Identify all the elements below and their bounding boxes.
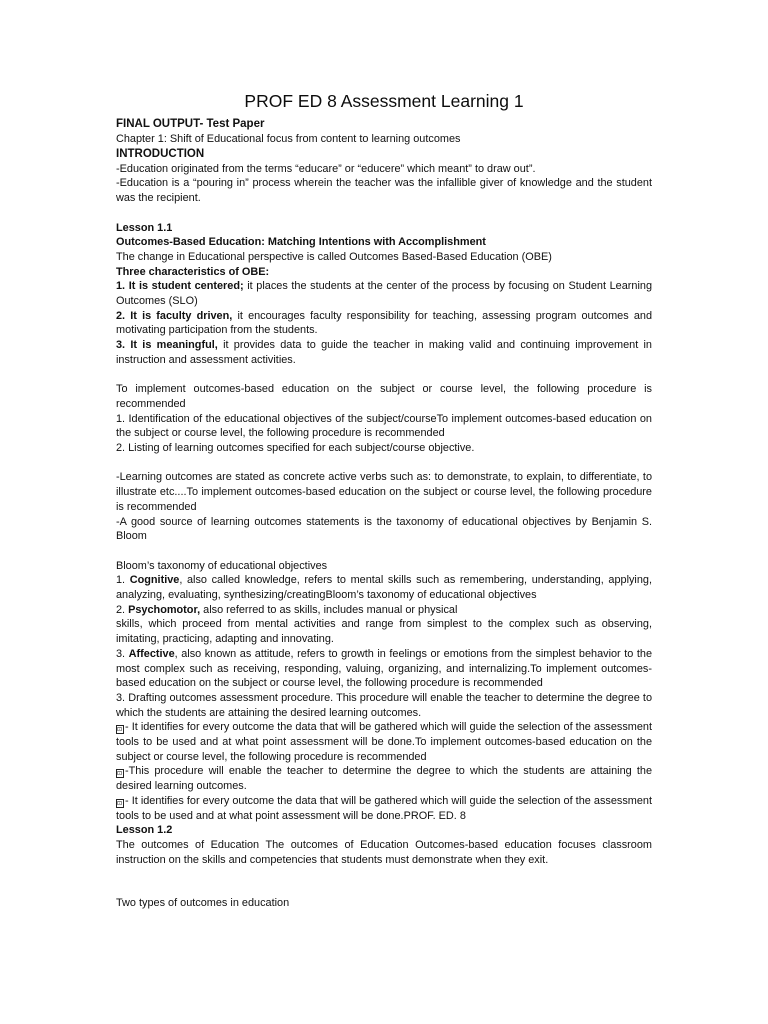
lesson-1-2-paragraph: The outcomes of Education The outcomes of Education Outcomes-based education focuses classroom instruction on the skills and competencies that students must demonstrate when they exit. (116, 838, 652, 866)
bloom-psychomotor-continued: skills, which proceed from mental activities and range from simplest to the complex such as observing, imitating, practicing, adapting and innovating. (116, 618, 652, 646)
procedure-step-3: 3. Drafting outcomes assessment procedure. This procedure will enable the teacher to determine the degree to which the students are attaining the desired learning outcomes. (116, 691, 652, 719)
intro-paragraph-2: -Education is a “pouring in” process wherein the teacher was the infallible giver of knowledge and the student was the recipient. (116, 177, 652, 205)
characteristic-1-text: it places the students at the center of the process by focusing on Student Learning Outcomes (SLO) (116, 280, 652, 308)
procedure-step-2: 2. Listing of learning outcomes specified for each subject/course objective. (116, 442, 475, 455)
procedure-step-1: 1. Identification of the educational objectives of the subject/courseTo implement outcomes-based education on the subject or course level, the following procedure is recommended (116, 412, 652, 440)
implement-intro-paragraph: To implement outcomes-based education on the subject or course level, the following procedure is recommended (116, 383, 652, 410)
bloom-item-affective (116, 647, 652, 691)
lesson-1-1-heading: Lesson 1.1 (116, 221, 173, 234)
lesson-1-2-heading: Lesson 1.2 (116, 824, 173, 837)
characteristic-3-label: 3. It is meaningful, (116, 339, 218, 352)
bullet-symbol-icon: ⊡ (117, 727, 123, 734)
bloom-item-number: 1. (116, 574, 130, 587)
bullet-item-3 (116, 794, 652, 823)
bloom-item-number: 2. (116, 603, 129, 616)
bullet-symbol-icon: ⊡ (117, 771, 123, 778)
bloom-item-psychomotor (116, 603, 652, 618)
characteristic-2-label: 2. It is faculty driven, (116, 309, 233, 322)
good-source-paragraph: -A good source of learning outcomes statements is the taxonomy of educational objectives by Benjamin S. Bloom (116, 515, 652, 543)
characteristic-2-text: it encourages faculty responsibility for teaching, assessing program outcomes and motivating participation from the students. (116, 309, 653, 337)
document-page (116, 90, 652, 911)
intro-paragraph-1: -Education originated from the terms “educare” or “educere” which meant” to draw out”. (116, 162, 536, 175)
lesson-1-1-subheading: Outcomes-Based Education: Matching Intentions with Accomplishment (116, 236, 486, 249)
characteristic-1-label: 1. It is student centered; (116, 280, 244, 293)
characteristic-3 (116, 338, 652, 367)
bloom-item-cognitive (116, 573, 652, 602)
bloom-affective-text: , also known as attitude, refers to growth in feelings or emotions from the simplest behavior to the most complex such as receiving, responding, valuing, organizing, and internalizing.To implement outcomes-based education on the subject or course level, the following procedure is recommended (116, 647, 652, 690)
bloom-affective-label: Affective (128, 647, 175, 660)
characteristic-2 (116, 309, 652, 338)
characteristic-1 (116, 279, 652, 308)
final-output-heading: FINAL OUTPUT- Test Paper (116, 118, 265, 130)
learning-outcomes-paragraph: -Learning outcomes are stated as concrete active verbs such as: to demonstrate, to explain, to differentiate, to illustrate etc....To implement outcomes-based education on the subject or course level, the following procedure is recommended (116, 471, 652, 513)
bullet-item-1-text: - It identifies for every outcome the data that will be gathered which will guide the selection of the assessment tools to be used and at what point assessment will be done.To implement outcomes-based education on the subject or course level, the following procedure is recommended (116, 721, 652, 763)
bullet-item-1 (116, 720, 652, 764)
three-characteristics-heading: Three characteristics of OBE: (116, 265, 270, 278)
bullet-item-2-text: -This procedure will enable the teacher to determine the degree to which the students are attaining the desired learning outcomes. (116, 765, 652, 793)
bullet-symbol-icon: ⊡ (117, 800, 123, 807)
bloom-taxonomy-heading: Bloom’s taxonomy of educational objectives (116, 559, 328, 572)
bloom-psychomotor-text: also referred to as skills, includes manual or physical (200, 603, 458, 616)
bullet-item-2 (116, 764, 652, 793)
bloom-cognitive-label: Cognitive (129, 574, 180, 587)
bloom-item-number: 3. (116, 647, 129, 660)
introduction-heading: INTRODUCTION (116, 147, 205, 160)
obe-change-text: The change in Educational perspective is called Outcomes Based-Based Education (OBE) (116, 250, 552, 263)
characteristic-3-text: it provides data to guide the teacher in making valid and continuing improvement in instruction and assessment activities. (116, 339, 652, 366)
bullet-item-3-text: - It identifies for every outcome the data that will be gathered which will guide the selection of the assessment tools to be used and at what point assessment will be done.PROF. ED. 8 (116, 794, 652, 822)
page-title: PROF ED 8 Assessment Learning 1 (244, 91, 524, 111)
bloom-psychomotor-label: Psychomotor, (128, 603, 201, 616)
two-types-heading: Two types of outcomes in education (116, 897, 290, 910)
bloom-cognitive-text: , also called knowledge, refers to mental skills such as remembering, understanding, applying, analyzing, evaluating, synthesizing/creatingBloom’s taxonomy of educational objectives (116, 574, 652, 602)
chapter-heading: Chapter 1: Shift of Educational focus from content to learning outcomes (116, 133, 461, 145)
